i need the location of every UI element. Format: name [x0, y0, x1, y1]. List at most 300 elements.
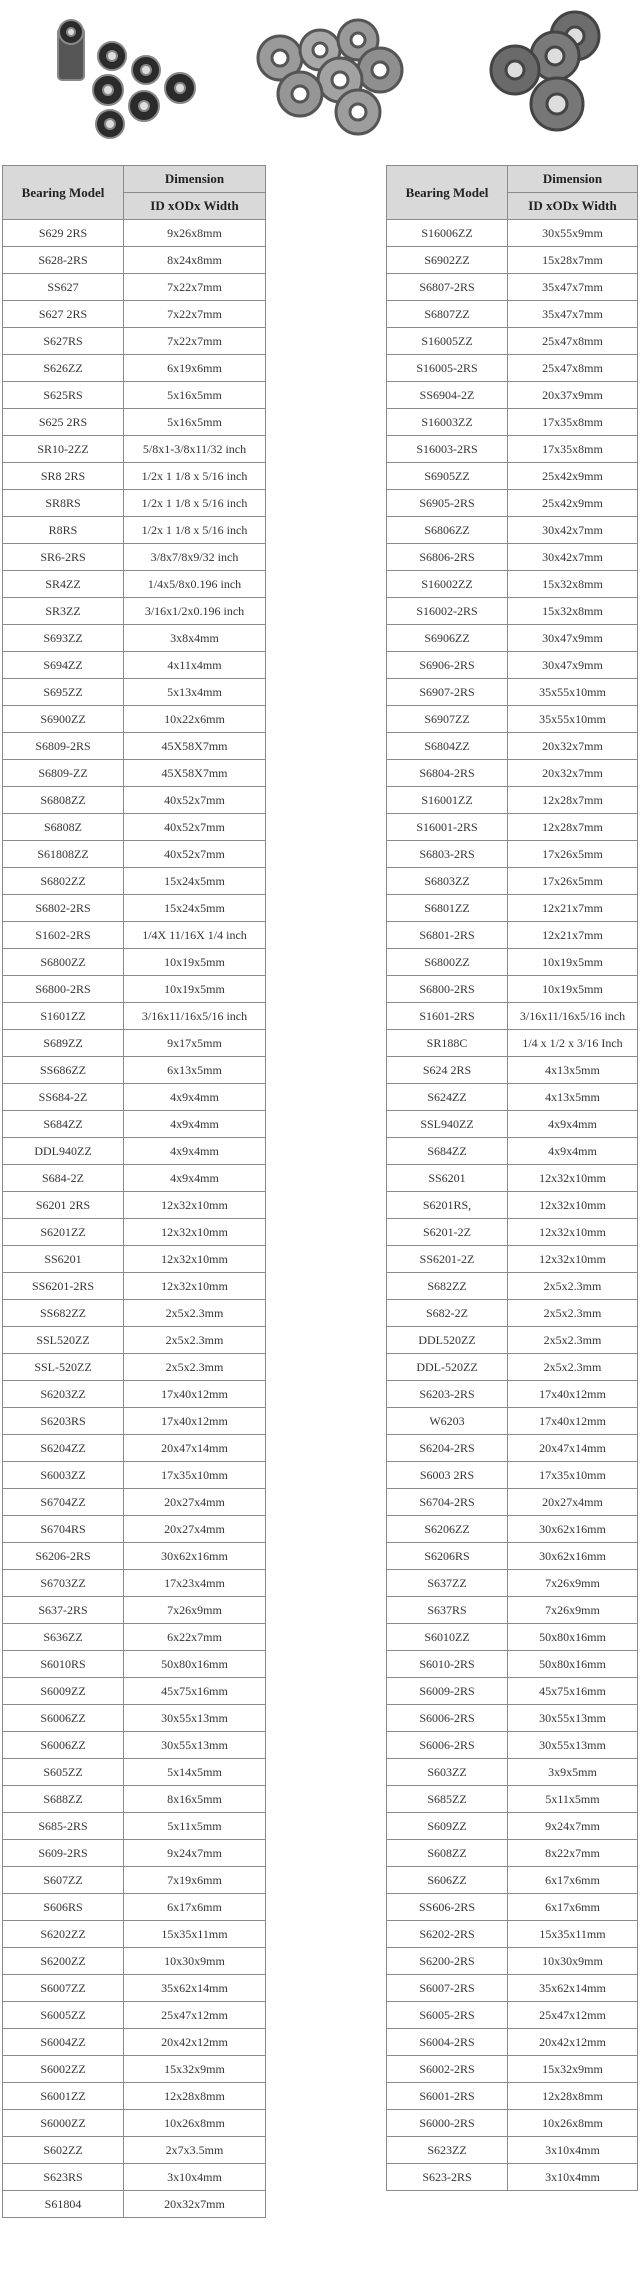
- dimension-cell: 3x10x4mm: [508, 2164, 638, 2191]
- bearing-model-cell: S6809-ZZ: [3, 760, 124, 787]
- table-row: [3, 2191, 266, 2218]
- table-row: [3, 1705, 266, 1732]
- table-row: [3, 652, 266, 679]
- table-row: [387, 2164, 638, 2191]
- table-row: [387, 1489, 638, 1516]
- table-row: [387, 706, 638, 733]
- table-row: [3, 436, 266, 463]
- table-row: [3, 1840, 266, 1867]
- table-row: [3, 571, 266, 598]
- dimension-cell: 20x42x12mm: [124, 2029, 266, 2056]
- dimension-cell: 3x8x4mm: [124, 625, 266, 652]
- bearing-model-cell: S627 2RS: [3, 301, 124, 328]
- stacked-bearings-photo: [485, 8, 635, 148]
- dimension-cell: 12x32x10mm: [508, 1246, 638, 1273]
- table-row: [387, 1516, 638, 1543]
- dimension-header: Dimension: [508, 166, 638, 193]
- bearing-model-cell: S628-2RS: [3, 247, 124, 274]
- dimension-cell: 50x80x16mm: [508, 1651, 638, 1678]
- table-row: [387, 733, 638, 760]
- bearing-model-cell: SS6201-2Z: [387, 1246, 508, 1273]
- dimension-cell: 3x10x4mm: [124, 2164, 266, 2191]
- table-row: [387, 544, 638, 571]
- dimension-cell: 17x26x5mm: [508, 841, 638, 868]
- bearing-model-cell: S1602-2RS: [3, 922, 124, 949]
- dimension-cell: 10x19x5mm: [124, 949, 266, 976]
- table-row: [387, 1381, 638, 1408]
- dimension-cell: 4x9x4mm: [124, 1165, 266, 1192]
- bearing-model-cell: S6001ZZ: [3, 2083, 124, 2110]
- table-row: [3, 1948, 266, 1975]
- bearing-model-cell: S637-2RS: [3, 1597, 124, 1624]
- table-row: [387, 1435, 638, 1462]
- dimension-cell: 5x13x4mm: [124, 679, 266, 706]
- bearing-table-right-body: [387, 220, 638, 2191]
- bearing-model-cell: SS682ZZ: [3, 1300, 124, 1327]
- bearing-model-cell: SSL-520ZZ: [3, 1354, 124, 1381]
- table-row: [3, 1624, 266, 1651]
- dimension-cell: 35x55x10mm: [508, 706, 638, 733]
- table-row: [387, 679, 638, 706]
- dimension-cell: 4x13x5mm: [508, 1084, 638, 1111]
- dimension-cell: 10x26x8mm: [508, 2110, 638, 2137]
- table-row: [3, 1192, 266, 1219]
- table-row: [387, 1867, 638, 1894]
- table-row: [3, 517, 266, 544]
- table-row: [387, 220, 638, 247]
- dimension-cell: 35x55x10mm: [508, 679, 638, 706]
- bearing-model-cell: S6704RS: [3, 1516, 124, 1543]
- table-row: [387, 1894, 638, 1921]
- table-row: [387, 1759, 638, 1786]
- bearing-model-header: Bearing Model: [387, 166, 508, 220]
- bearing-model-cell: S6906ZZ: [387, 625, 508, 652]
- dimension-cell: 8x24x8mm: [124, 247, 266, 274]
- dimension-cell: 5/8x1-3/8x11/32 inch: [124, 436, 266, 463]
- dimension-cell: 5x11x5mm: [508, 1786, 638, 1813]
- bearing-table-left-body: [3, 220, 266, 2218]
- product-photos: [0, 0, 642, 160]
- dimension-cell: 20x47x14mm: [124, 1435, 266, 1462]
- dimension-cell: 12x28x8mm: [508, 2083, 638, 2110]
- table-row: [387, 1273, 638, 1300]
- dimension-cell: 50x80x16mm: [124, 1651, 266, 1678]
- dimension-cell: 25x47x8mm: [508, 328, 638, 355]
- bearing-model-cell: S685-2RS: [3, 1813, 124, 1840]
- dimension-cell: 2x5x2.3mm: [508, 1354, 638, 1381]
- dimension-cell: 20x32x7mm: [508, 760, 638, 787]
- bearing-model-cell: S626ZZ: [3, 355, 124, 382]
- table-row: [3, 1219, 266, 1246]
- table-row: [3, 1516, 266, 1543]
- bearing-model-cell: S6002-2RS: [387, 2056, 508, 2083]
- table-row: [3, 1921, 266, 1948]
- bearing-model-cell: S6007-2RS: [387, 1975, 508, 2002]
- bearing-model-cell: S16003-2RS: [387, 436, 508, 463]
- bearing-model-cell: SS606-2RS: [387, 1894, 508, 1921]
- table-row: [387, 895, 638, 922]
- dimension-cell: 8x16x5mm: [124, 1786, 266, 1813]
- table-row: [387, 787, 638, 814]
- dimension-cell: 30x55x13mm: [508, 1732, 638, 1759]
- metal-shield-bearings-photo: [240, 8, 410, 148]
- bearing-model-cell: SS686ZZ: [3, 1057, 124, 1084]
- dimension-cell: 17x40x12mm: [508, 1381, 638, 1408]
- table-row: [387, 922, 638, 949]
- dimension-cell: 9x24x7mm: [124, 1840, 266, 1867]
- bearing-model-cell: S6000ZZ: [3, 2110, 124, 2137]
- bearing-model-cell: S623RS: [3, 2164, 124, 2191]
- dimension-cell: 12x32x10mm: [124, 1219, 266, 1246]
- bearing-model-cell: S6201-2Z: [387, 1219, 508, 1246]
- dimension-cell: 12x32x10mm: [124, 1246, 266, 1273]
- dimension-cell: 17x35x10mm: [508, 1462, 638, 1489]
- bearing-model-cell: W6203: [387, 1408, 508, 1435]
- table-row: [387, 2029, 638, 2056]
- bearing-model-cell: S608ZZ: [387, 1840, 508, 1867]
- bearing-model-cell: S61808ZZ: [3, 841, 124, 868]
- table-row: [3, 868, 266, 895]
- table-row: [387, 355, 638, 382]
- dimension-cell: 45x75x16mm: [508, 1678, 638, 1705]
- table-row: [3, 2110, 266, 2137]
- dimension-cell: 20x27x4mm: [508, 1489, 638, 1516]
- table-row: [3, 679, 266, 706]
- table-row: [3, 841, 266, 868]
- table-row: [387, 1948, 638, 1975]
- table-row: [387, 1165, 638, 1192]
- dimension-cell: 30x42x7mm: [508, 544, 638, 571]
- bearing-model-cell: S6004ZZ: [3, 2029, 124, 2056]
- bearing-model-cell: S6703ZZ: [3, 1570, 124, 1597]
- table-row: [3, 922, 266, 949]
- bearing-model-cell: S16005-2RS: [387, 355, 508, 382]
- table-row: [3, 2029, 266, 2056]
- dimension-cell: 4x9x4mm: [124, 1111, 266, 1138]
- table-row: [3, 760, 266, 787]
- bearing-model-cell: S6809-2RS: [3, 733, 124, 760]
- dimension-cell: 10x30x9mm: [508, 1948, 638, 1975]
- dimension-cell: 45X58X7mm: [124, 733, 266, 760]
- bearing-model-cell: S624ZZ: [387, 1084, 508, 1111]
- dimension-cell: 3/16x11/16x5/16 inch: [124, 1003, 266, 1030]
- table-row: [3, 1327, 266, 1354]
- dimension-cell: 3/8x7/8x9/32 inch: [124, 544, 266, 571]
- bearing-model-cell: S6004-2RS: [387, 2029, 508, 2056]
- dimension-cell: 17x40x12mm: [124, 1381, 266, 1408]
- bearing-table-left: [2, 165, 266, 2218]
- dimension-cell: 3x10x4mm: [508, 2137, 638, 2164]
- dimension-cell: 17x40x12mm: [124, 1408, 266, 1435]
- table-row: [3, 1300, 266, 1327]
- table-row: [3, 1435, 266, 1462]
- table-row: [3, 463, 266, 490]
- dimension-cell: 2x5x2.3mm: [508, 1300, 638, 1327]
- bearing-model-cell: S1601-2RS: [387, 1003, 508, 1030]
- table-row: [387, 1138, 638, 1165]
- table-row: [3, 2002, 266, 2029]
- bearing-model-cell: S682-2Z: [387, 1300, 508, 1327]
- table-row: [387, 1678, 638, 1705]
- bearing-model-cell: S6907-2RS: [387, 679, 508, 706]
- table-row: [387, 598, 638, 625]
- dimension-cell: 4x9x4mm: [508, 1111, 638, 1138]
- bearing-model-cell: S61804: [3, 2191, 124, 2218]
- bearing-model-cell: SS627: [3, 274, 124, 301]
- table-row: [3, 355, 266, 382]
- dimension-cell: 6x17x6mm: [124, 1894, 266, 1921]
- dimension-cell: 20x27x4mm: [124, 1489, 266, 1516]
- dimension-cell: 7x22x7mm: [124, 274, 266, 301]
- bearing-model-cell: S609ZZ: [387, 1813, 508, 1840]
- dimension-cell: 1/4X 11/16X 1/4 inch: [124, 922, 266, 949]
- bearing-model-cell: S6003ZZ: [3, 1462, 124, 1489]
- table-row: [3, 1381, 266, 1408]
- table-row: [387, 1732, 638, 1759]
- bearing-model-cell: S6802-2RS: [3, 895, 124, 922]
- table-row: [387, 382, 638, 409]
- bearing-model-cell: S1601ZZ: [3, 1003, 124, 1030]
- dimension-cell: 2x7x3.5mm: [124, 2137, 266, 2164]
- dimension-cell: 30x42x7mm: [508, 517, 638, 544]
- table-row: [387, 2056, 638, 2083]
- bearing-model-cell: S6206-2RS: [3, 1543, 124, 1570]
- dimension-cell: 6x22x7mm: [124, 1624, 266, 1651]
- dimension-cell: 25x47x12mm: [124, 2002, 266, 2029]
- table-row: [387, 463, 638, 490]
- bearing-model-cell: S6800ZZ: [3, 949, 124, 976]
- table-row: [387, 1786, 638, 1813]
- bearing-model-cell: S6202ZZ: [3, 1921, 124, 1948]
- table-row: [387, 2137, 638, 2164]
- table-row: [387, 436, 638, 463]
- dimension-cell: 17x35x8mm: [508, 436, 638, 463]
- dimension-cell: 5x16x5mm: [124, 382, 266, 409]
- bearing-model-cell: S6010ZZ: [387, 1624, 508, 1651]
- table-row: [387, 1921, 638, 1948]
- bearing-model-cell: S606ZZ: [387, 1867, 508, 1894]
- table-row: [3, 949, 266, 976]
- dimension-cell: 20x47x14mm: [508, 1435, 638, 1462]
- bearing-model-cell: SR8RS: [3, 490, 124, 517]
- table-row: [387, 976, 638, 1003]
- table-row: [387, 2110, 638, 2137]
- table-row: [3, 1570, 266, 1597]
- dimension-cell: 2x5x2.3mm: [124, 1300, 266, 1327]
- bearing-model-cell: S6905ZZ: [387, 463, 508, 490]
- dimension-cell: 4x9x4mm: [124, 1084, 266, 1111]
- bearing-model-cell: S637ZZ: [387, 1570, 508, 1597]
- table-row: [3, 1408, 266, 1435]
- table-row: [387, 652, 638, 679]
- bearing-model-cell: S6201RS,: [387, 1192, 508, 1219]
- table-row: [387, 868, 638, 895]
- dimension-cell: 15x32x8mm: [508, 598, 638, 625]
- table-row: [3, 301, 266, 328]
- table-row: [387, 814, 638, 841]
- table-row: [387, 1813, 638, 1840]
- dimension-cell: 35x62x14mm: [508, 1975, 638, 2002]
- bearing-model-cell: S624 2RS: [387, 1057, 508, 1084]
- bearing-model-cell: S6010-2RS: [387, 1651, 508, 1678]
- bearing-model-cell: SSL940ZZ: [387, 1111, 508, 1138]
- table-row: [3, 2137, 266, 2164]
- dimension-cell: 12x21x7mm: [508, 895, 638, 922]
- dimension-cell: 15x32x8mm: [508, 571, 638, 598]
- dimension-cell: 4x9x4mm: [124, 1138, 266, 1165]
- dimension-cell: 6x17x6mm: [508, 1894, 638, 1921]
- bearing-model-cell: S684-2Z: [3, 1165, 124, 1192]
- table-row: [3, 1354, 266, 1381]
- bearing-model-cell: S694ZZ: [3, 652, 124, 679]
- bearing-model-cell: S16003ZZ: [387, 409, 508, 436]
- bearing-model-cell: SS684-2Z: [3, 1084, 124, 1111]
- dimension-cell: 7x26x9mm: [508, 1597, 638, 1624]
- dimension-cell: 20x27x4mm: [124, 1516, 266, 1543]
- bearing-model-cell: S605ZZ: [3, 1759, 124, 1786]
- table-row: [3, 895, 266, 922]
- dimension-cell: 20x32x7mm: [124, 2191, 266, 2218]
- dimension-cell: 2x5x2.3mm: [124, 1327, 266, 1354]
- table-row: [3, 2056, 266, 2083]
- table-row: [387, 1975, 638, 2002]
- dimension-cell: 12x32x10mm: [508, 1219, 638, 1246]
- bearing-model-cell: S607ZZ: [3, 1867, 124, 1894]
- bearing-model-cell: S6806ZZ: [387, 517, 508, 544]
- bearing-model-cell: S623ZZ: [387, 2137, 508, 2164]
- dimension-subheader: ID xODx Width: [508, 193, 638, 220]
- dimension-cell: 10x19x5mm: [508, 949, 638, 976]
- bearing-model-cell: SR188C: [387, 1030, 508, 1057]
- dimension-cell: 30x62x16mm: [124, 1543, 266, 1570]
- bearing-model-cell: S6002ZZ: [3, 2056, 124, 2083]
- table-row: [3, 1651, 266, 1678]
- bearing-model-cell: S6800-2RS: [3, 976, 124, 1003]
- bearing-model-cell: SR8 2RS: [3, 463, 124, 490]
- dimension-cell: 40x52x7mm: [124, 814, 266, 841]
- dimension-cell: 9x26x8mm: [124, 220, 266, 247]
- dimension-cell: 30x55x13mm: [508, 1705, 638, 1732]
- dimension-cell: 35x62x14mm: [124, 1975, 266, 2002]
- bearing-model-cell: S6202-2RS: [387, 1921, 508, 1948]
- table-row: [3, 1759, 266, 1786]
- bearing-model-cell: S6203-2RS: [387, 1381, 508, 1408]
- dimension-cell: 12x32x10mm: [124, 1273, 266, 1300]
- dimension-cell: 25x47x8mm: [508, 355, 638, 382]
- bearing-model-cell: S6006ZZ: [3, 1732, 124, 1759]
- dimension-cell: 25x42x9mm: [508, 463, 638, 490]
- table-row: [3, 1084, 266, 1111]
- table-row: [387, 247, 638, 274]
- bearing-model-cell: DDL-520ZZ: [387, 1354, 508, 1381]
- dimension-cell: 30x47x9mm: [508, 652, 638, 679]
- dimension-cell: 1/4x5/8x0.196 inch: [124, 571, 266, 598]
- bearing-model-cell: S6900ZZ: [3, 706, 124, 733]
- dimension-cell: 15x24x5mm: [124, 868, 266, 895]
- table-row: [387, 841, 638, 868]
- table-row: [387, 2083, 638, 2110]
- dimension-header: Dimension: [124, 166, 266, 193]
- bearing-model-cell: S6201ZZ: [3, 1219, 124, 1246]
- dimension-cell: 17x26x5mm: [508, 868, 638, 895]
- table-row: [3, 1003, 266, 1030]
- dimension-cell: 8x22x7mm: [508, 1840, 638, 1867]
- table-row: [387, 1057, 638, 1084]
- table-row: [3, 625, 266, 652]
- bearing-model-cell: S6804-2RS: [387, 760, 508, 787]
- bearing-model-cell: S6204-2RS: [387, 1435, 508, 1462]
- bearing-model-cell: S6200-2RS: [387, 1948, 508, 1975]
- bearing-model-cell: SSL520ZZ: [3, 1327, 124, 1354]
- table-row: [387, 328, 638, 355]
- dimension-cell: 5x14x5mm: [124, 1759, 266, 1786]
- table-row: [387, 760, 638, 787]
- table-row: [3, 1786, 266, 1813]
- bearing-model-cell: S609-2RS: [3, 1840, 124, 1867]
- dimension-cell: 20x42x12mm: [508, 2029, 638, 2056]
- bearing-model-cell: S6006ZZ: [3, 1705, 124, 1732]
- table-row: [3, 976, 266, 1003]
- table-row: [3, 598, 266, 625]
- dimension-cell: 2x5x2.3mm: [508, 1327, 638, 1354]
- dimension-cell: 15x32x9mm: [508, 2056, 638, 2083]
- table-row: [3, 490, 266, 517]
- bearing-model-cell: S6802ZZ: [3, 868, 124, 895]
- table-row: [3, 1246, 266, 1273]
- dimension-cell: 17x35x10mm: [124, 1462, 266, 1489]
- dimension-cell: 6x17x6mm: [508, 1867, 638, 1894]
- table-row: [3, 1732, 266, 1759]
- table-row: [387, 1219, 638, 1246]
- bearing-model-cell: S603ZZ: [387, 1759, 508, 1786]
- dimension-cell: 40x52x7mm: [124, 841, 266, 868]
- bearing-model-cell: S6808ZZ: [3, 787, 124, 814]
- bearing-model-cell: S6808Z: [3, 814, 124, 841]
- bearing-model-cell: S6005ZZ: [3, 2002, 124, 2029]
- bearing-model-cell: S6006-2RS: [387, 1732, 508, 1759]
- dimension-cell: 12x21x7mm: [508, 922, 638, 949]
- bearing-model-cell: S6906-2RS: [387, 652, 508, 679]
- black-sealed-bearings-photo: [40, 8, 210, 148]
- dimension-cell: 35x47x7mm: [508, 301, 638, 328]
- bearing-model-cell: S6800-2RS: [387, 976, 508, 1003]
- table-row: [3, 1597, 266, 1624]
- bearing-model-cell: S16001-2RS: [387, 814, 508, 841]
- table-row: [387, 949, 638, 976]
- bearing-model-cell: SR6-2RS: [3, 544, 124, 571]
- bearing-model-cell: S6905-2RS: [387, 490, 508, 517]
- table-row: [387, 1651, 638, 1678]
- dimension-cell: 4x13x5mm: [508, 1057, 638, 1084]
- dimension-cell: 12x32x10mm: [124, 1192, 266, 1219]
- dimension-cell: 7x22x7mm: [124, 301, 266, 328]
- table-row: [387, 517, 638, 544]
- table-row: [3, 1543, 266, 1570]
- bearing-model-cell: S693ZZ: [3, 625, 124, 652]
- bearing-model-cell: S6201 2RS: [3, 1192, 124, 1219]
- bearing-model-cell: S6807-2RS: [387, 274, 508, 301]
- bearing-model-cell: S627RS: [3, 328, 124, 355]
- dimension-cell: 9x24x7mm: [508, 1813, 638, 1840]
- table-row: [3, 706, 266, 733]
- dimension-cell: 3x9x5mm: [508, 1759, 638, 1786]
- bearing-model-header: Bearing Model: [3, 166, 124, 220]
- dimension-cell: 1/2x 1 1/8 x 5/16 inch: [124, 463, 266, 490]
- dimension-cell: 12x28x7mm: [508, 814, 638, 841]
- bearing-model-cell: S6001-2RS: [387, 2083, 508, 2110]
- dimension-cell: 20x32x7mm: [508, 733, 638, 760]
- bearing-model-cell: S6806-2RS: [387, 544, 508, 571]
